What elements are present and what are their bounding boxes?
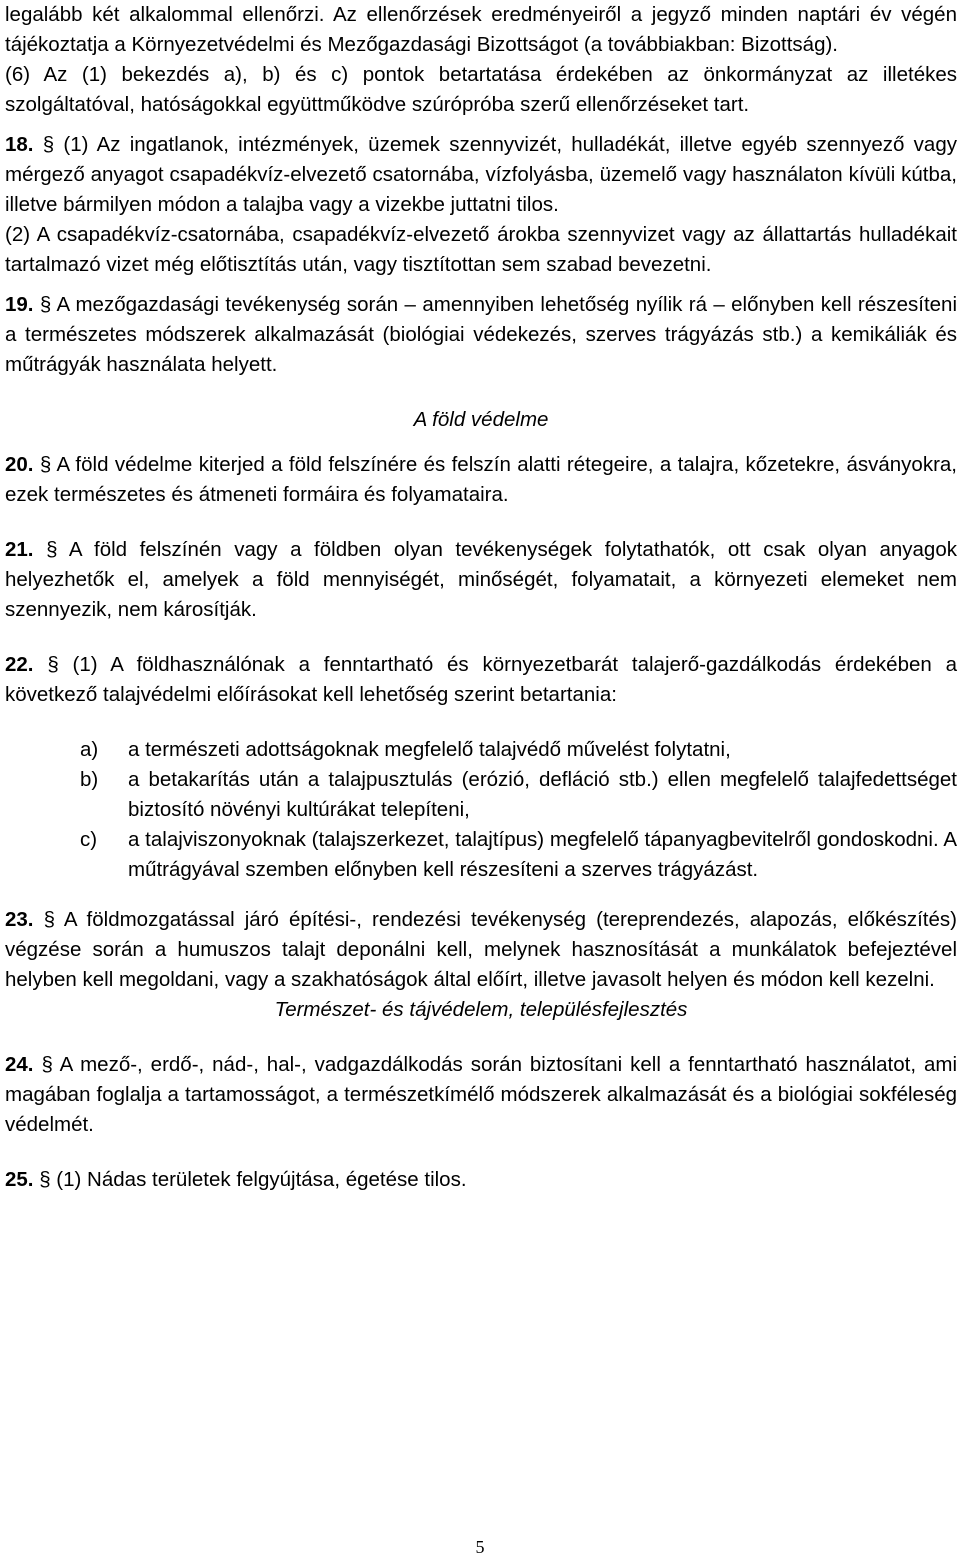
section-sign: § <box>42 133 55 156</box>
section-23 <box>5 905 957 995</box>
section-number: 25. <box>5 1168 34 1191</box>
section-text: A föld felszínén vagy a földben olyan tevékenységek folytathatók, ott csak olyan anyagok helyezhetők el, amelyek a föld mennyiségét, minőségét, folyamatait, a környezeti elemeket nem szennyezik, nem károsítják. <box>5 538 957 621</box>
section-number: 23. <box>5 908 34 931</box>
section-text: A mező-, erdő-, nád-, hal-, vadgazdálkodás során biztosítani kell a fenntartható használatot, ami magában foglalja a tartamosságot, a természetkímélő módszerek alkalmazását és a biológiai sokféleség védelmét. <box>5 1053 957 1136</box>
section-text: (1) A földhasználónak a fenntartható és környezetbarát talajerő-gazdálkodás érdekében a következő talajvédelmi előírásokat kell lehetőség szerint betartania: <box>5 653 957 706</box>
section-sign: § <box>47 653 59 676</box>
list-item <box>5 735 957 765</box>
section-18-para-1 <box>5 130 957 220</box>
section-25 <box>5 1165 957 1195</box>
section-sign: § <box>41 1053 53 1076</box>
section-number: 24. <box>5 1053 34 1076</box>
section-number: 19. <box>5 293 34 316</box>
section-number: 21. <box>5 538 34 561</box>
section-22-list <box>5 735 957 885</box>
section-22 <box>5 650 957 710</box>
section-text: A földmozgatással járó építési-, rendezési tevékenység (tereprendezés, alapozás, előkészítés) végzése során a humuszos talajt deponálni kell, melynek hasznosítását a munkálatok befejeztével helyben kell megoldani, vagy a szakhatóságok által előírt, illetve javasolt helyen és módon kell kezelni. <box>5 908 957 991</box>
section-21 <box>5 535 957 625</box>
list-item-text: a betakarítás után a talajpusztulás (erózió, defláció stb.) ellen megfelelő talajfedettséget biztosító növényi kultúrákat telepíteni, <box>128 768 957 821</box>
section-text: (1) Az ingatlanok, intézmények, üzemek szennyvizét, hulladékát, illetve egyéb szennyező vagy mérgező anyagot csapadékvíz-elvezető csatornába, vízfolyásba, üzemelő vagy használaton kívüli kútba, illetve bármilyen módon a talajba vagy a vizekbe juttatni tilos. <box>5 133 957 216</box>
section-number: 22. <box>5 653 34 676</box>
list-marker: a) <box>80 738 99 761</box>
section-text: A föld védelme kiterjed a föld felszínére és felszín alatti rétegeire, a talajra, kőzetekre, ásványokra, ezek természetes és átmeneti formáira és folyamataira. <box>5 453 957 506</box>
heading-fold-vedelme: A föld védelme <box>413 408 549 431</box>
section-sign: § <box>39 1168 51 1191</box>
list-item-text: a talajviszonyoknak (talajszerkezet, talajtípus) megfelelő tápanyagbevitelről gondoskodni. A műtrágyával szemben előnyben kell részesíteni a szerves trágyázást. <box>128 828 957 881</box>
paragraph-intro: legalább két alkalommal ellenőrzi. Az ellenőrzések eredményeiről a jegyző minden naptári év végén tájékoztatja a Környezetvédelmi és Mezőgazdasági Bizottságot (a továbbiakban: Bizottság). <box>5 3 957 56</box>
section-number: 20. <box>5 453 34 476</box>
section-sign: § <box>43 908 55 931</box>
list-marker: c) <box>80 828 98 851</box>
section-text: (1) Nádas területek felgyújtása, égetése tilos. <box>50 1168 467 1191</box>
page-number: 5 <box>475 1537 485 1557</box>
list-item <box>5 765 957 825</box>
section-sign: § <box>39 293 52 316</box>
section-24 <box>5 1050 957 1140</box>
section-20 <box>5 450 957 510</box>
section-text: A mezőgazdasági tevékenység során – amennyiben lehetőség nyílik rá – előnyben kell részesíteni a természetes módszerek alkalmazását (biológiai védekezés, szerves trágyázás stb.) a kemikáliák és műtrágyák használata helyett. <box>5 293 958 376</box>
document-page <box>5 0 957 1195</box>
section-18-para-2: (2) A csapadékvíz-csatornába, csapadékvíz-elvezető árokba szennyvizet vagy az állattartás hulladékait tartalmazó vizet még előtisztítás után, vagy tisztítottan sem szabad bevezetni. <box>5 223 957 276</box>
heading-termeszet-tajvedelem: Természet- és tájvédelem, településfejlesztés <box>274 998 688 1021</box>
section-sign: § <box>39 453 52 476</box>
list-item-text: a természeti adottságoknak megfelelő talajvédő művelést folytatni, <box>128 738 731 761</box>
section-sign: § <box>46 538 58 561</box>
list-item <box>5 825 957 885</box>
section-number: 18. <box>5 133 34 156</box>
section-19 <box>5 290 957 380</box>
paragraph-6: (6) Az (1) bekezdés a), b) és c) pontok betartatása érdekében az önkormányzat az illetékes szolgáltatóval, hatóságokkal együttműködve szúrópróba szerű ellenőrzéseket tart. <box>5 63 957 116</box>
list-marker: b) <box>80 768 99 791</box>
